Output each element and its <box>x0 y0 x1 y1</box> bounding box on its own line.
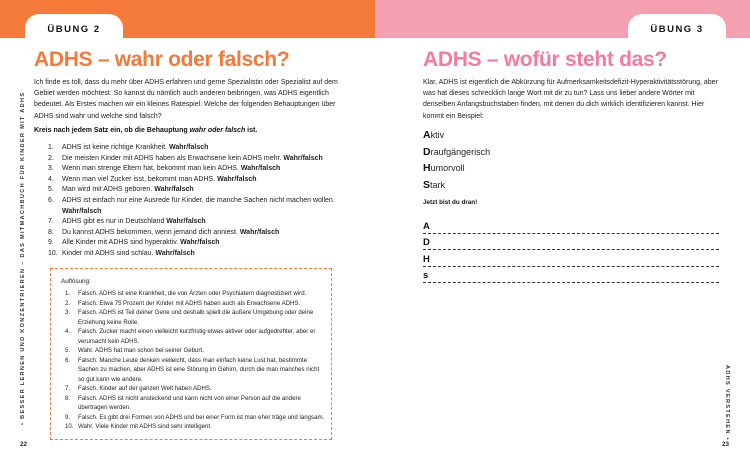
true-false-choice[interactable]: Wahr/falsch <box>62 207 102 215</box>
answer-line-letter: s <box>423 269 429 281</box>
solution-item <box>65 384 327 394</box>
statement-item <box>48 238 338 249</box>
acronym-initial: A <box>423 129 431 141</box>
solution-number: 7. <box>65 385 71 392</box>
true-false-choice[interactable]: Wahr/falsch <box>180 239 220 247</box>
acronym-initial: S <box>423 178 431 191</box>
solution-item <box>65 394 327 413</box>
acronym-initial: D <box>423 145 431 158</box>
solution-number: 10. <box>65 423 74 430</box>
solution-number: 9. <box>65 413 71 421</box>
statement-text: Du kannst ADHS bekommen, wenn jemand dich anniest. <box>62 228 238 236</box>
solution-number: 5. <box>65 347 71 354</box>
statement-item <box>48 185 338 196</box>
statement-number: 7. <box>48 218 54 226</box>
statement-number: 6. <box>48 196 54 204</box>
solution-item <box>65 327 327 346</box>
page-number-right: 23 <box>722 441 730 448</box>
answer-line-letter: H <box>423 253 430 265</box>
statement-text: Alle Kinder mit ADHS sind hyperaktiv. <box>62 239 179 247</box>
statement-item <box>48 143 338 154</box>
true-false-choice[interactable]: Wahr/falsch <box>154 186 194 194</box>
book-title-running-head: • BESSER LERNEN UND KONZENTRIEREN – DAS MITMACHBUCH FÜR KINDER MIT ADHS <box>20 91 26 425</box>
page-number-left: 22 <box>20 441 28 448</box>
statement-number: 4. <box>48 175 54 183</box>
solution-text: Falsch. Zucker macht einen vielleicht kurzfristig etwas aktiver oder aufgedrehter, aber er verursacht kein ADHS. <box>78 328 316 345</box>
statement-text: ADHS gibt es nur in Deutschland <box>62 218 165 226</box>
statement-item <box>48 154 338 165</box>
blank-answer-lines <box>423 218 719 283</box>
statement-number: 10. <box>48 249 58 257</box>
solution-number: 4. <box>65 328 71 335</box>
solution-text: Falsch. Kinder auf der ganzen Welt haben ADHS. <box>78 385 212 392</box>
acronym-word <box>423 127 623 144</box>
acronym-rest: raufgängerisch <box>430 146 491 157</box>
solution-number: 1. <box>65 290 71 297</box>
solution-item <box>65 422 327 432</box>
statement-item <box>48 196 338 217</box>
right-title: ADHS – wofür steht das? <box>423 48 667 71</box>
solution-text: Wahr. ADHS hat man schon bei seiner Geburt. <box>78 347 204 354</box>
acronym-word <box>423 144 623 161</box>
statement-text: ADHS ist einfach nur eine Ausrede für Kinder, die manche Sachen nicht machen wollen. <box>62 196 335 204</box>
solution-item <box>65 289 327 299</box>
solution-item <box>65 308 327 327</box>
solution-item <box>65 356 327 385</box>
statement-item <box>48 164 338 175</box>
instruction-pre: Kreis nach jedem Satz ein, ob die Behauptung <box>34 127 190 134</box>
acronym-example <box>423 127 623 193</box>
acronym-rest: tark <box>430 179 446 190</box>
solution-item <box>65 346 327 356</box>
statement-text: Die meisten Kinder mit ADHS haben als Erwachsene kein ADHS mehr. <box>62 154 282 162</box>
true-false-choice[interactable]: Wahr/falsch <box>240 165 281 173</box>
exercise-tab-right: ÜBUNG 3 <box>628 14 726 44</box>
answer-line[interactable] <box>423 250 719 266</box>
exercise-tab-left: ÜBUNG 2 <box>25 14 123 44</box>
solution-text: Falsch. ADHS ist nicht ansteckend und kann nicht von einer Person auf die andere übertragen werden. <box>78 394 301 411</box>
statement-list <box>48 143 338 260</box>
left-title: ADHS – wahr oder falsch? <box>34 48 290 71</box>
statement-text: Wenn man strenge Eltern hat, bekommt man kein ADHS. <box>62 165 239 173</box>
solution-text: Falsch. ADHS ist Teil deiner Gene und deshalb spielt die äußere Umgebung oder deine Erziehung keine Rolle. <box>78 309 314 326</box>
solutions-list <box>65 289 327 432</box>
answer-line[interactable] <box>423 267 719 283</box>
statement-number: 3. <box>48 165 54 173</box>
instruction <box>34 127 257 134</box>
statement-text: Wenn man viel Zucker isst, bekommt man ADHS. <box>62 175 216 183</box>
true-false-choice[interactable]: Wahr/falsch <box>217 175 257 183</box>
solution-text: Falsch. ADHS ist eine Krankheit, die von Ärzten oder Psychiatern diagnostiziert wird. <box>78 290 307 297</box>
true-false-choice[interactable]: Wahr/falsch <box>169 144 209 151</box>
statement-number: 9. <box>48 239 54 247</box>
solution-item <box>65 413 327 423</box>
true-false-choice[interactable]: Wahr/falsch <box>239 228 280 236</box>
statement-number: 5. <box>48 186 54 194</box>
statement-item <box>48 217 338 228</box>
statement-item <box>48 175 338 186</box>
chapter-running-head: ADHS VERSTEHEN • <box>724 365 730 441</box>
instruction-post: ist. <box>245 127 258 134</box>
solution-number: 3. <box>65 309 71 316</box>
statement-text: ADHS ist keine richtige Krankheit. <box>62 144 168 151</box>
statement-text: Man wird mit ADHS geboren. <box>62 186 153 194</box>
true-false-choice[interactable]: Wahr/falsch <box>155 249 195 257</box>
solution-number: 2. <box>65 299 71 307</box>
true-false-choice[interactable]: Wahr/falsch <box>166 218 206 226</box>
answer-line-letter: D <box>423 237 430 249</box>
statement-number: 2. <box>48 154 54 162</box>
statement-text: Kinder mit ADHS sind schlau. <box>62 249 154 257</box>
acronym-initial: H <box>423 162 431 174</box>
right-intro: Klar, ADHS ist eigentlich die Abkürzung für Aufmerksamkeitsdefizit-Hyperaktivitätsstörung, aber was hat dieses schrecklich lange Wort mit dir zu tun? Lass uns lieber andere Wörter mit denselben Anfangsbuchstaben finden, mit denen du dich wirklich identifizieren kannst. Hier kommt ein Beispiel: <box>423 79 718 120</box>
solution-item <box>65 299 327 309</box>
acronym-rest: umorvoll <box>430 163 465 173</box>
acronym-word <box>423 160 623 177</box>
solution-text: Falsch. Etwa 75 Prozent der Kinder mit ADHS haben auch als Erwachsene ADHS. <box>78 299 301 307</box>
solutions-box <box>50 268 332 440</box>
left-intro: Ich finde es toll, dass du mehr über ADHS erfahren und gerne Spezialistin oder Spezialist auf dem Gebiet werden möchtest. So kannst du nämlich auch anderen beibringen, was ADHS eigentlich bedeutet. Als Erstes machen wir ein kleines Ratespiel. Welche der folgenden Behauptungen über ADHS sind wahr und welche sind falsch? <box>34 79 338 120</box>
solution-text: Falsch. Manche Leute denken vielleicht, dass man einfach keine Lust hat, bestimmte Sachen zu machen, aber ADHS ist eine Störung im Gehirn, durch die man manches nicht so gut kann wie andere. <box>78 356 320 383</box>
statement-number: 8. <box>48 228 54 236</box>
acronym-rest: ktiv <box>430 130 445 140</box>
statement-number: 1. <box>48 144 54 151</box>
statement-item <box>48 228 338 239</box>
answer-line-letter: A <box>423 221 430 233</box>
true-false-choice[interactable]: Wahr/falsch <box>283 154 323 162</box>
solution-text: Wahr. Viele Kinder mit ADHS sind sehr intelligent. <box>78 423 212 430</box>
solutions-heading: Auflösung: <box>61 278 91 285</box>
acronym-word <box>423 177 623 194</box>
solution-number: 8. <box>65 394 71 402</box>
statement-item <box>48 249 338 260</box>
answer-line[interactable] <box>423 218 719 234</box>
answer-line[interactable] <box>423 234 719 250</box>
your-turn-prompt: Jetzt bist du dran! <box>423 199 478 206</box>
solution-number: 6. <box>65 356 71 364</box>
solution-text: Falsch. Es gibt drei Formen von ADHS und bei einer Form ist man eher träge und langsam. <box>78 413 325 421</box>
instruction-emphasis: wahr oder falsch <box>189 127 246 134</box>
